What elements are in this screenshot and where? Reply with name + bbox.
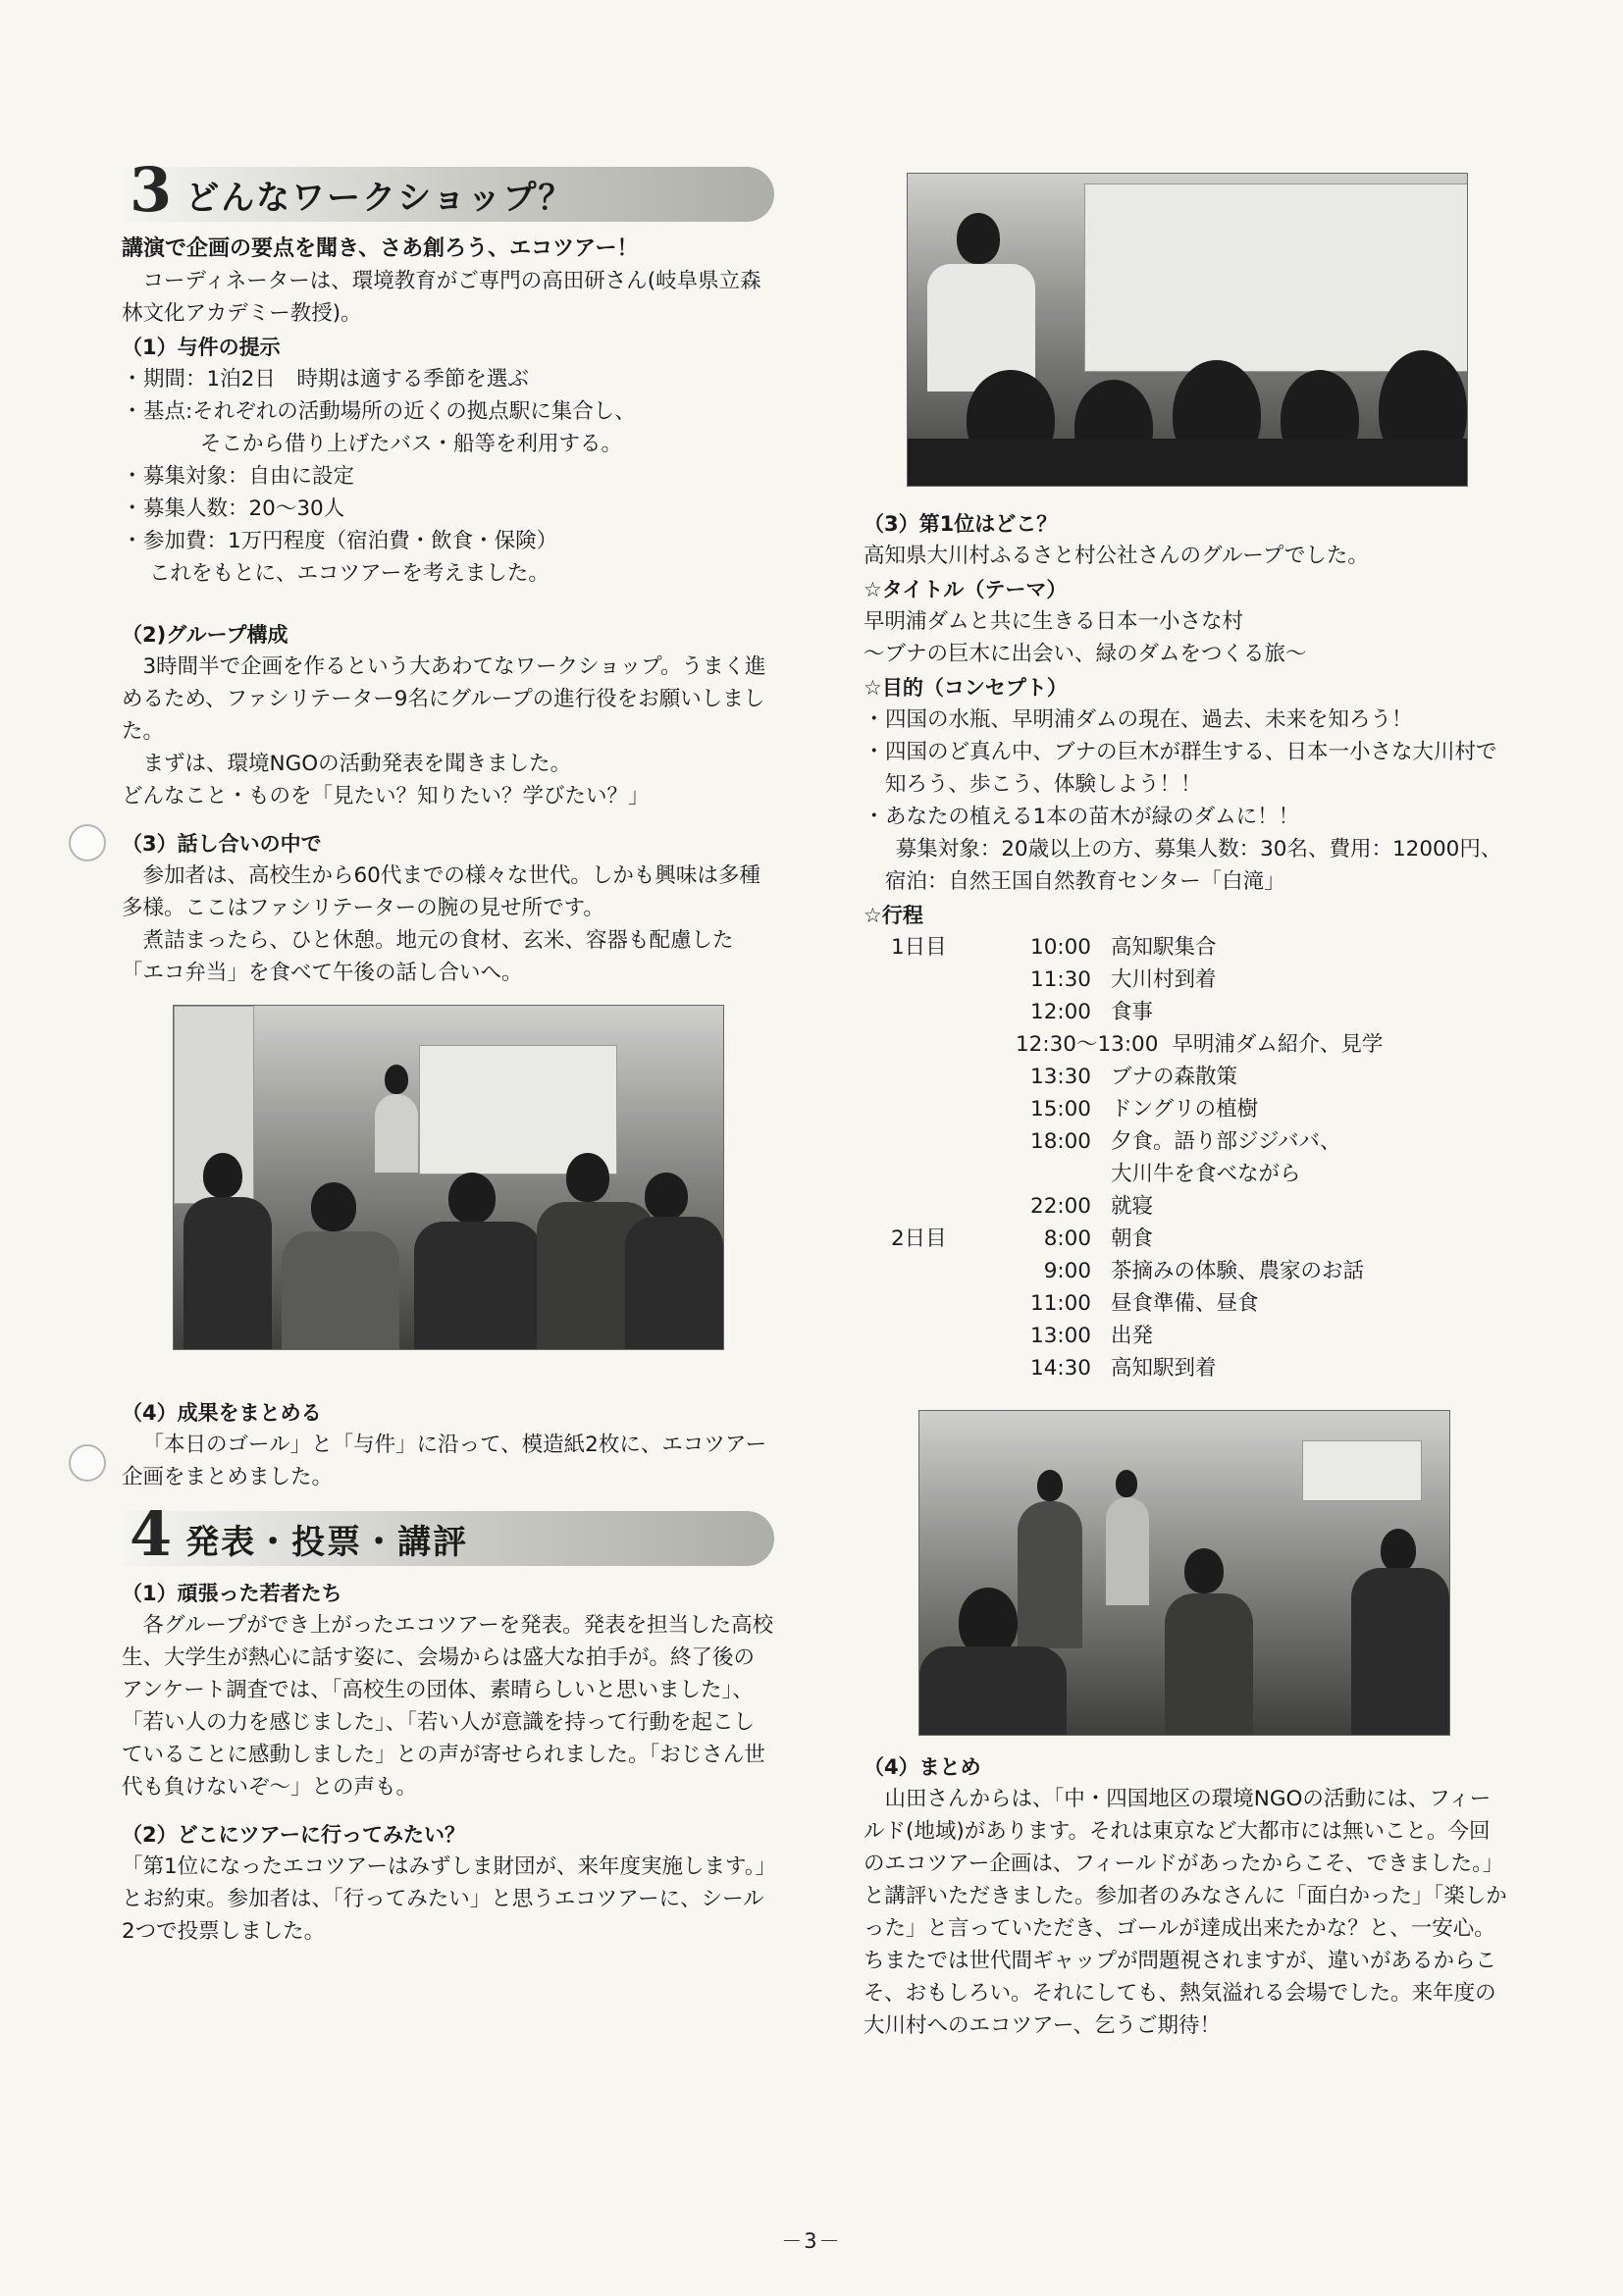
section-title: どんなワークショップ？ [185, 178, 574, 218]
workshop-photo [173, 1005, 724, 1350]
subheading-first-place: （3）第1位はどこ？ [864, 512, 1058, 536]
list-item: ・ 募集対象：自由に設定 [122, 464, 355, 489]
binder-hole-top [69, 824, 106, 861]
itinerary-row: 15:00 ドングリの植樹 [1030, 1097, 1259, 1122]
list-item: ・ 基点:それぞれの活動場所の近くの拠点駅に集合し、 [122, 399, 636, 424]
tour-title: 早明浦ダムと共に生きる日本一小さな村 [864, 609, 1244, 634]
itinerary-row: 2日目 8:00 朝食 [891, 1226, 1154, 1251]
itinerary-row: 22:00 就寝 [1030, 1194, 1154, 1219]
itinerary-row: 11:00 昼食準備、昼食 [1030, 1291, 1259, 1316]
list-item: ・ 募集人数：20〜30人 [122, 496, 345, 521]
purpose-item: ・ あなたの植える1本の苗木が緑のダムに！！ [864, 805, 1300, 829]
itinerary-row: 1日目 10:00 高知駅集合 [891, 935, 1217, 960]
group-paragraph-2: まずは、環境NGOの活動発表を聞きました。 [142, 752, 572, 776]
subheading-purpose: ☆目的（コンセプト） [864, 676, 1068, 700]
itinerary [864, 931, 1511, 1384]
section-number: 4 [130, 1498, 173, 1570]
section-number: 3 [130, 154, 173, 226]
itinerary-row: 大川牛を食べながら [1111, 1162, 1301, 1186]
binder-hole-bottom [69, 1444, 106, 1482]
presentation-paragraph: 各グループができ上がったエコツアーを発表。発表を担当した高校生、大学生が熱心に話す姿に、会場からは盛大な拍手が。終了後のアンケート調査では、「高校生の団体、素晴らしいと思いました」、「若い人の力を感じました」、「若い人が意識を持って行動を起こしていることに感動しました」との声が寄せられました。「おじさん世代も負けないぞ〜」との声も。 [122, 1613, 774, 1800]
group-paragraph-3: どんなこと・ものを「見たい？知りたい？学びたい？」 [122, 784, 650, 809]
subheading-results: （4）成果をまとめる [122, 1401, 322, 1425]
tour-subtitle: 〜ブナの巨木に出会い、緑のダムをつくる旅〜 [864, 642, 1307, 666]
discussion-paragraph: 参加者は、高校生から60代までの様々な世代。しかも興味は多種多様。ここはファシリテーターの腕の見せ所です。 [122, 863, 760, 920]
list-item: ・ 参加費：1万円程度（宿泊費・飲食・保険） [122, 529, 558, 553]
subheading-young-people: （1）頑張った若者たち [122, 1582, 342, 1605]
itinerary-row: 13:00 出発 [1030, 1324, 1154, 1348]
intro-paragraph: コーディネーターは、環境教育がご専門の高田研さん(岐阜県立森林文化アカデミー教授)。 [122, 269, 761, 326]
subheading-vote: （2）どこにツアーに行ってみたい？ [122, 1823, 465, 1847]
summary-paragraph: 山田さんからは、「中・四国地区の環境NGOの活動には、フィールド(地域)があります。それは東京など大都市には無いこと。今回のエコツアー企画は、フィールドがあったからこそ、できました。」と講評いただきました。参加者のみなさんに「面白かった」「楽しかった」と言っていただき、ゴールが達成出来たかな？と、一安心。ちまたでは世代間ギャップが問題視されますが、違いがあるからこそ、おもしろい。それにしても、熱気溢れる会場でした。来年度の大川村へのエコツアー、乞うご期待！ [864, 1787, 1507, 2038]
vote-paragraph: 「第1位になったエコツアーはみずしま財団が、来年度実施します。」とお約束。参加者は、「行ってみたい」と思うエコツアーに、シール2つで投票しました。 [122, 1854, 766, 1944]
itinerary-row: 12:00 食事 [1030, 1000, 1154, 1024]
itinerary-row: 14:30 高知駅到着 [1030, 1356, 1217, 1381]
left-column [122, 154, 774, 1948]
purpose-item: ・ 四国のど真ん中、ブナの巨木が群生する、日本一小さな大川村で知ろう、歩こう、体験しよう！！ [864, 740, 1497, 797]
presentation-photo [918, 1410, 1450, 1736]
subheading-itinerary: ☆行程 [864, 904, 923, 927]
page-number: －3－ [781, 2229, 842, 2253]
itinerary-row: 18:00 夕食。語り部ジジババ、 [1030, 1129, 1341, 1154]
lead-line: 講演で企画の要点を聞き、さあ創ろう、エコツアー！ [122, 236, 639, 261]
subheading-summary: （4）まとめ [864, 1755, 981, 1779]
subheading-conditions: （1）与件の提示 [122, 336, 281, 359]
list-item: ・ 期間：1泊2日 時期は適する季節を選ぶ [122, 367, 529, 391]
results-paragraph: 「本日のゴール」と「与件」に沿って、模造紙2枚に、エコツアー企画をまとめました。 [122, 1433, 767, 1489]
itinerary-row: 12:30〜13:00 早明浦ダム紹介、見学 [1016, 1032, 1384, 1057]
itinerary-row: 13:30 ブナの森散策 [1030, 1065, 1238, 1089]
lecture-photo [907, 173, 1468, 487]
subheading-title: ☆タイトル（テーマ） [864, 578, 1068, 601]
first-place-text: 高知県大川村ふるさと村公社さんのグループでした。 [864, 544, 1369, 568]
group-paragraph: 3時間半で企画を作るという大あわてなワークショップ。うまく進めるため、ファシリテーター9名にグループの進行役をお願いしました。 [122, 654, 766, 744]
itinerary-row: 9:00 茶摘みの体験、農家のお話 [1043, 1259, 1365, 1283]
right-column [864, 173, 1511, 2042]
conditions-note: これをもとに、エコツアーを考えました。 [149, 561, 550, 586]
discussion-paragraph-2: 煮詰まったら、ひと休憩。地元の食材、玄米、容器も配慮した「エコ弁当」を食べて午後の話し合いへ。 [122, 928, 734, 985]
purpose-item: ・ 四国の水瓶、早明浦ダムの現在、過去、未来を知ろう！ [864, 707, 1413, 732]
recruitment-info: 募集対象：20歳以上の方、募集人数：30名、費用：12000円、宿泊：自然王国自然教育センター「白滝」 [885, 837, 1502, 894]
subheading-group: （2)グループ構成 [122, 623, 288, 647]
section-3-heading [122, 154, 774, 226]
subheading-discussion: （3）話し合いの中で [122, 832, 322, 856]
list-item-continued: そこから借り上げたバス・船等を利用する。 [200, 432, 623, 456]
section-4-heading [122, 1498, 774, 1570]
itinerary-row: 11:30 大川村到着 [1030, 967, 1217, 992]
section-title: 発表・投票・講評 [185, 1522, 469, 1562]
